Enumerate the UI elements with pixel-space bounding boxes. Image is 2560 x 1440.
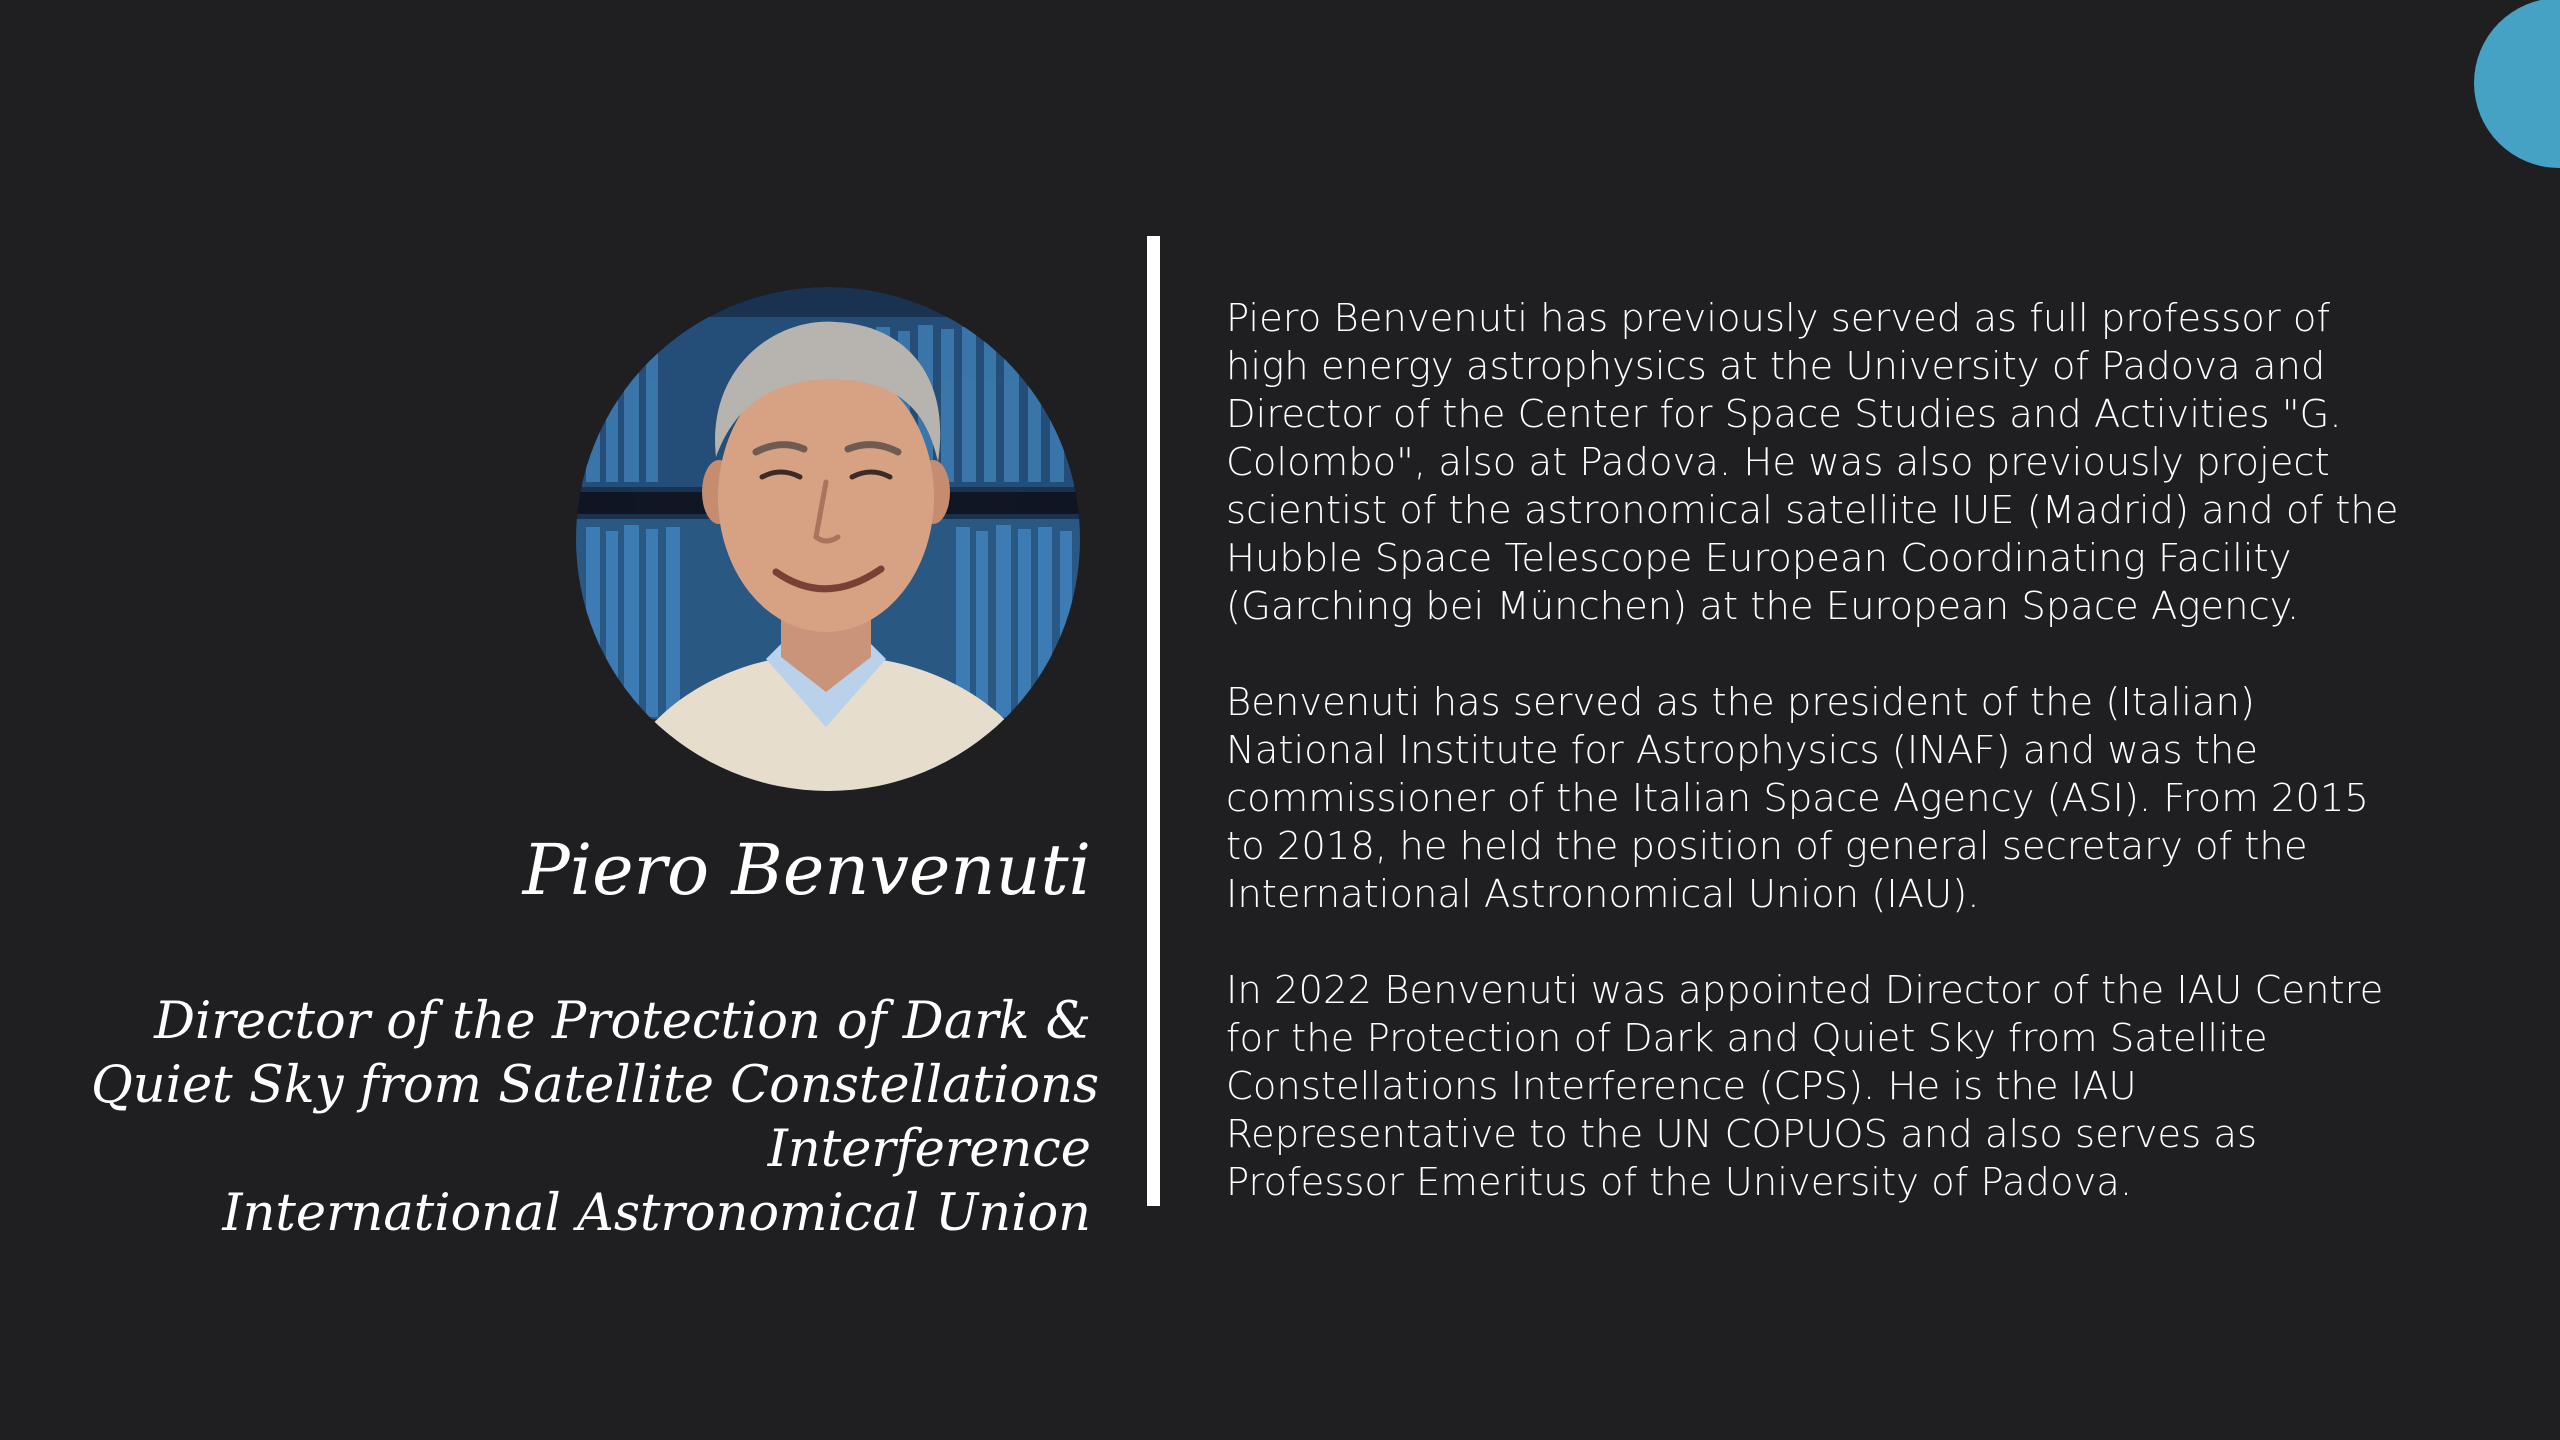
role-line: Interference — [767, 1120, 1091, 1179]
bio-paragraph: Piero Benvenuti has previously served as full professor of high energy astrophysics at the University of Padova and Director of the Center for Space Studies and Activities "G. Colombo", also at Padova. He was also previously project scientist of the astronomical satellite IUE (Madrid) and of the Hubble Space Telescope European Coordinating Facility (Garching bei München) at the European Space Agency. — [1226, 296, 2399, 629]
role-line: Director of the Protection of Dark & — [154, 992, 1091, 1051]
role-line: International Astronomical Union — [222, 1184, 1091, 1243]
decorative-corner-circle — [2474, 0, 2560, 168]
speaker-name: Piero Benvenuti — [522, 829, 1091, 911]
speaker-role — [91, 990, 1100, 1246]
profile-photo — [576, 287, 1080, 791]
biography — [1226, 295, 2406, 1207]
bio-paragraph: In 2022 Benvenuti was appointed Director of the IAU Centre for the Protection of Dark and Quiet Sky from Satellite Constellations Interference (CPS). He is the IAU Representative to the UN COPUOS and also serves as Professor Emeritus of the University of Padova. — [1226, 968, 2384, 1205]
vertical-divider — [1147, 236, 1160, 1206]
role-line: Quiet Sky from Satellite Constellations — [91, 1056, 1100, 1115]
bio-paragraph: Benvenuti has served as the president of the (Italian) National Institute for Astrophysics (INAF) and was the commissioner of the Italian Space Agency (ASI). From 2015 to 2018, he held the position of general secretary of the International Astronomical Union (IAU). — [1226, 680, 2369, 917]
